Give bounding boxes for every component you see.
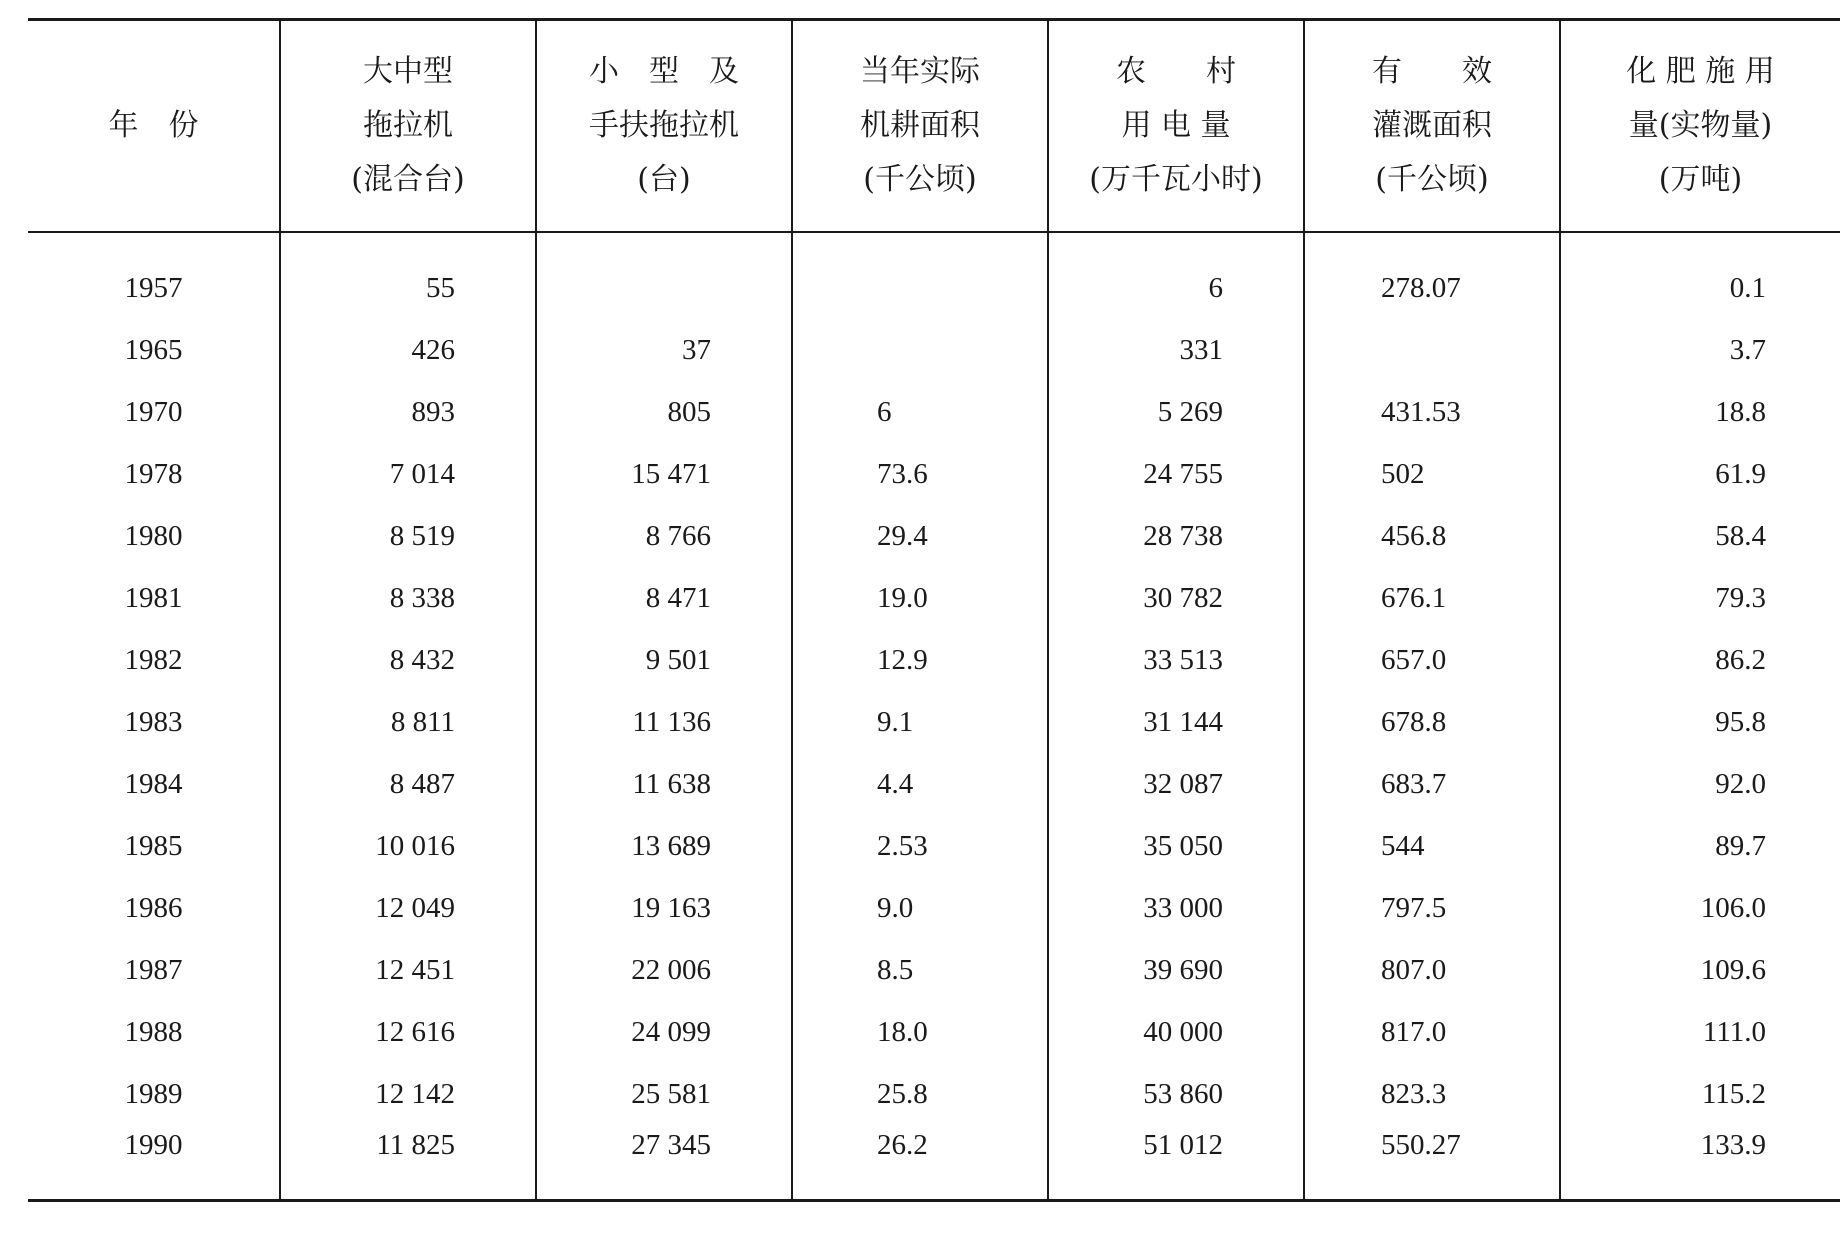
table-row <box>28 257 1840 319</box>
cell-small-tractors: 8 471 <box>536 567 792 629</box>
cell-large-tractors: 8 487 <box>280 753 536 815</box>
cell-electricity: 35 050 <box>1048 815 1304 877</box>
cell-electricity: 33 513 <box>1048 629 1304 691</box>
cell-small-tractors: 8 766 <box>536 505 792 567</box>
cell-large-tractors: 11 825 <box>280 1125 536 1201</box>
header-rural-electricity <box>1048 20 1304 233</box>
cell-electricity: 53 860 <box>1048 1063 1304 1125</box>
cell-electricity: 33 000 <box>1048 877 1304 939</box>
cell-small-tractors: 19 163 <box>536 877 792 939</box>
table-row <box>28 877 1840 939</box>
cell-large-tractors: 8 338 <box>280 567 536 629</box>
header-line: 小 型 及 <box>589 54 739 89</box>
cell-year: 1980 <box>124 519 183 552</box>
cell-plowed-area: 19.0 <box>792 567 1048 629</box>
cell-fertilizer: 18.8 <box>1560 381 1840 443</box>
table-row <box>28 629 1840 691</box>
cell-small-tractors: 25 581 <box>536 1063 792 1125</box>
cell-small-tractors: 11 638 <box>536 753 792 815</box>
cell-fertilizer: 106.0 <box>1560 877 1840 939</box>
cell-electricity: 24 755 <box>1048 443 1304 505</box>
header-line: 量(实物量) <box>1628 108 1773 143</box>
header-line: 年 份 <box>108 108 199 143</box>
cell-year: 1985 <box>124 829 183 862</box>
cell-small-tractors: 15 471 <box>536 443 792 505</box>
table-row <box>28 567 1840 629</box>
cell-electricity: 30 782 <box>1048 567 1304 629</box>
cell-electricity: 40 000 <box>1048 1001 1304 1063</box>
cell-small-tractors: 24 099 <box>536 1001 792 1063</box>
cell-fertilizer: 79.3 <box>1560 567 1840 629</box>
cell-year: 1957 <box>124 271 183 304</box>
cell-year: 1986 <box>124 891 183 924</box>
footer-rule <box>28 1201 1840 1203</box>
cell-fertilizer: 3.7 <box>1560 319 1840 381</box>
cell-year: 1988 <box>124 1015 183 1048</box>
cell-large-tractors: 55 <box>280 257 536 319</box>
cell-small-tractors: 11 136 <box>536 691 792 753</box>
header-small-tractors <box>536 20 792 233</box>
header-line: (千公顷) <box>1375 162 1489 197</box>
cell-year: 1984 <box>124 767 183 800</box>
cell-year: 1990 <box>124 1129 183 1161</box>
cell-small-tractors: 22 006 <box>536 939 792 1001</box>
cell-year: 1983 <box>124 705 183 738</box>
cell-irrigated-area: 807.0 <box>1304 939 1560 1001</box>
cell-year: 1981 <box>124 581 183 614</box>
header-row <box>28 20 1840 233</box>
table-row <box>28 1125 1840 1201</box>
cell-fertilizer: 0.1 <box>1560 257 1840 319</box>
cell-large-tractors: 893 <box>280 381 536 443</box>
table-footer-rule <box>28 1201 1840 1203</box>
table-row <box>28 939 1840 1001</box>
spacer-cell <box>536 232 792 257</box>
cell-plowed-area <box>792 319 1048 381</box>
footer-rule-row <box>28 1201 1840 1203</box>
cell-irrigated-area: 797.5 <box>1304 877 1560 939</box>
cell-small-tractors <box>536 257 792 319</box>
table-row <box>28 691 1840 753</box>
cell-plowed-area: 12.9 <box>792 629 1048 691</box>
cell-irrigated-area: 676.1 <box>1304 567 1560 629</box>
header-line: (台) <box>637 162 691 197</box>
cell-irrigated-area: 456.8 <box>1304 505 1560 567</box>
header-line: 拖拉机 <box>363 108 453 143</box>
table-row <box>28 1063 1840 1125</box>
cell-irrigated-area: 657.0 <box>1304 629 1560 691</box>
cell-fertilizer: 115.2 <box>1560 1063 1840 1125</box>
cell-irrigated-area: 678.8 <box>1304 691 1560 753</box>
cell-irrigated-area: 431.53 <box>1304 381 1560 443</box>
table-row <box>28 505 1840 567</box>
table-row <box>28 753 1840 815</box>
header-machine-plowed-area <box>792 20 1048 233</box>
statistics-table-sheet <box>28 18 1840 1202</box>
cell-plowed-area: 4.4 <box>792 753 1048 815</box>
cell-large-tractors: 426 <box>280 319 536 381</box>
table-body <box>28 232 1840 1201</box>
cell-plowed-area: 25.8 <box>792 1063 1048 1125</box>
cell-electricity: 39 690 <box>1048 939 1304 1001</box>
cell-fertilizer: 133.9 <box>1560 1125 1840 1201</box>
cell-small-tractors: 13 689 <box>536 815 792 877</box>
cell-irrigated-area: 817.0 <box>1304 1001 1560 1063</box>
spacer-cell <box>1304 232 1560 257</box>
cell-large-tractors: 7 014 <box>280 443 536 505</box>
cell-fertilizer: 111.0 <box>1560 1001 1840 1063</box>
header-line: 当年实际 <box>860 54 980 89</box>
cell-fertilizer: 95.8 <box>1560 691 1840 753</box>
table-row <box>28 381 1840 443</box>
cell-electricity: 51 012 <box>1048 1125 1304 1201</box>
cell-large-tractors: 8 811 <box>280 691 536 753</box>
cell-fertilizer: 89.7 <box>1560 815 1840 877</box>
cell-year: 1978 <box>124 457 183 490</box>
cell-fertilizer: 109.6 <box>1560 939 1840 1001</box>
cell-irrigated-area <box>1304 319 1560 381</box>
spacer-cell <box>1048 232 1304 257</box>
header-irrigated-area <box>1304 20 1560 233</box>
cell-irrigated-area: 550.27 <box>1304 1125 1560 1201</box>
cell-large-tractors: 12 049 <box>280 877 536 939</box>
cell-large-tractors: 12 142 <box>280 1063 536 1125</box>
header-line: 化 肥 施 用 <box>1626 54 1775 89</box>
spacer-row <box>28 232 1840 257</box>
spacer-cell <box>792 232 1048 257</box>
cell-year: 1982 <box>124 643 183 676</box>
cell-small-tractors: 37 <box>536 319 792 381</box>
cell-plowed-area <box>792 257 1048 319</box>
header-fertilizer-use <box>1560 20 1840 233</box>
cell-year: 1965 <box>124 333 183 366</box>
cell-electricity: 32 087 <box>1048 753 1304 815</box>
cell-plowed-area: 8.5 <box>792 939 1048 1001</box>
cell-large-tractors: 12 451 <box>280 939 536 1001</box>
cell-small-tractors: 9 501 <box>536 629 792 691</box>
cell-plowed-area: 2.53 <box>792 815 1048 877</box>
cell-small-tractors: 27 345 <box>536 1125 792 1201</box>
header-year <box>28 20 280 233</box>
header-line: 有 效 <box>1372 54 1492 89</box>
header-line: 机耕面积 <box>860 108 980 143</box>
cell-plowed-area: 9.1 <box>792 691 1048 753</box>
header-large-tractors <box>280 20 536 233</box>
cell-plowed-area: 29.4 <box>792 505 1048 567</box>
table-header <box>28 20 1840 233</box>
cell-large-tractors: 8 519 <box>280 505 536 567</box>
cell-electricity: 6 <box>1048 257 1304 319</box>
header-line: 用 电 量 <box>1121 108 1231 143</box>
agriculture-statistics-table <box>28 18 1840 1202</box>
cell-large-tractors: 10 016 <box>280 815 536 877</box>
cell-plowed-area: 9.0 <box>792 877 1048 939</box>
header-line: 灌溉面积 <box>1372 108 1492 143</box>
header-line: (千公顷) <box>863 162 977 197</box>
cell-plowed-area: 6 <box>792 381 1048 443</box>
table-row <box>28 319 1840 381</box>
header-line: 手扶拖拉机 <box>589 108 739 143</box>
table-row <box>28 1001 1840 1063</box>
header-line: (混合台) <box>351 162 465 197</box>
cell-irrigated-area: 544 <box>1304 815 1560 877</box>
cell-irrigated-area: 683.7 <box>1304 753 1560 815</box>
table-row <box>28 443 1840 505</box>
cell-fertilizer: 92.0 <box>1560 753 1840 815</box>
cell-year: 1987 <box>124 953 183 986</box>
cell-electricity: 28 738 <box>1048 505 1304 567</box>
cell-fertilizer: 58.4 <box>1560 505 1840 567</box>
cell-electricity: 331 <box>1048 319 1304 381</box>
spacer-cell <box>1560 232 1840 257</box>
spacer-cell <box>28 232 280 257</box>
cell-plowed-area: 26.2 <box>792 1125 1048 1201</box>
cell-irrigated-area: 823.3 <box>1304 1063 1560 1125</box>
cell-irrigated-area: 502 <box>1304 443 1560 505</box>
table-row <box>28 815 1840 877</box>
cell-fertilizer: 86.2 <box>1560 629 1840 691</box>
cell-fertilizer: 61.9 <box>1560 443 1840 505</box>
cell-electricity: 31 144 <box>1048 691 1304 753</box>
cell-electricity: 5 269 <box>1048 381 1304 443</box>
header-line: 大中型 <box>363 54 453 89</box>
cell-year: 1989 <box>124 1077 183 1110</box>
cell-plowed-area: 73.6 <box>792 443 1048 505</box>
cell-irrigated-area: 278.07 <box>1304 257 1560 319</box>
cell-small-tractors: 805 <box>536 381 792 443</box>
cell-large-tractors: 12 616 <box>280 1001 536 1063</box>
header-line: 农 村 <box>1116 54 1236 89</box>
header-line: (万千瓦小时) <box>1089 162 1263 197</box>
cell-large-tractors: 8 432 <box>280 629 536 691</box>
spacer-cell <box>280 232 536 257</box>
header-line: (万吨) <box>1658 162 1743 197</box>
cell-plowed-area: 18.0 <box>792 1001 1048 1063</box>
cell-year: 1970 <box>124 395 183 428</box>
